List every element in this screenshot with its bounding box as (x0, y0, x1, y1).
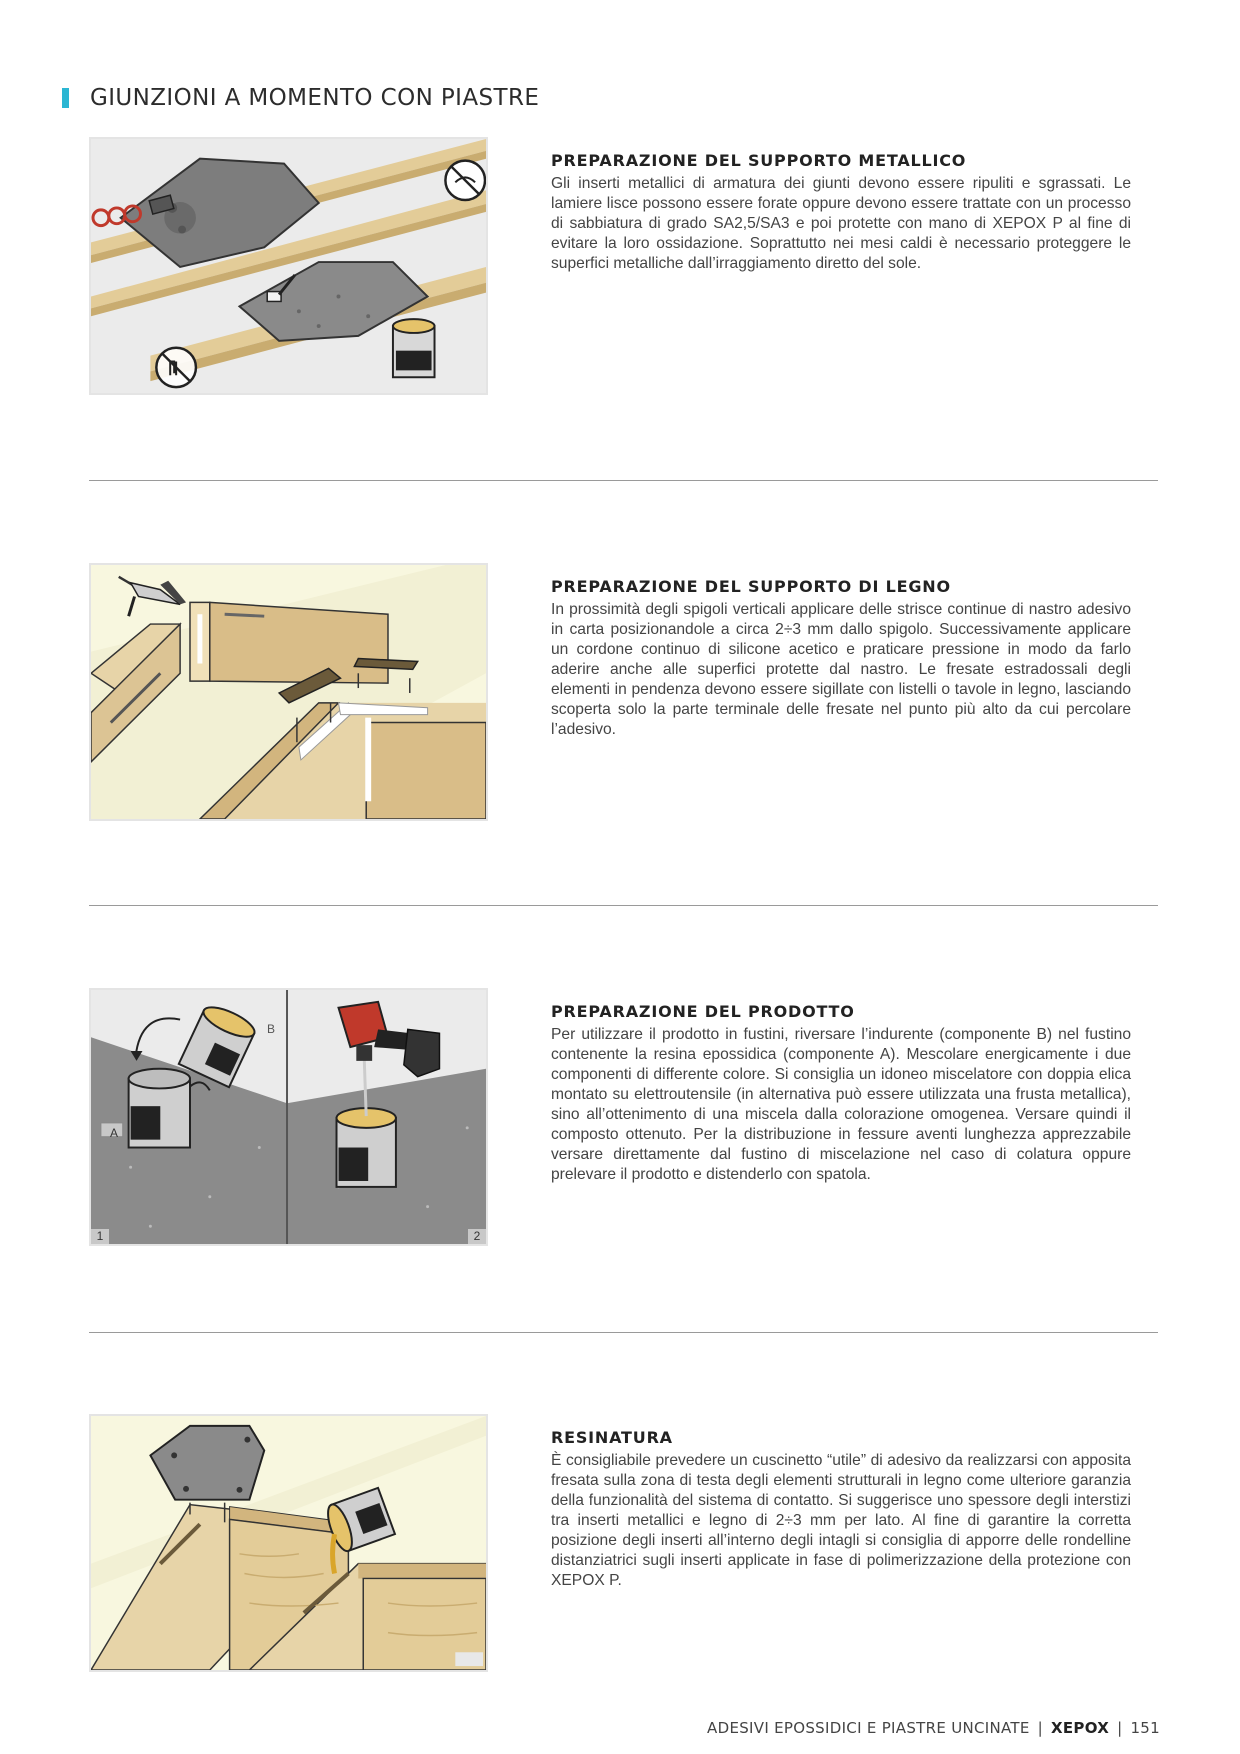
section-heading: RESINATURA (551, 1428, 673, 1447)
text-block-resin-application (551, 1428, 1131, 1591)
section-heading: PREPARAZIONE DEL PRODOTTO (551, 1002, 855, 1021)
label-step-2: 2 (468, 1229, 486, 1244)
label-component-a: A (109, 1126, 118, 1140)
page-title-text: GIUNZIONI A MOMENTO CON PIASTRE (90, 85, 540, 111)
illustration-product-mixing (89, 988, 488, 1246)
text-block-metal-support (551, 151, 1131, 274)
section-divider (89, 1332, 1158, 1333)
section-divider (89, 480, 1158, 481)
section-body: È consigliabile prevedere un cuscinetto “utile” di adesivo da realizzarsi con apposita fresata sulla zona di testa degli elementi strutturali in legno come ulteriore garanzia della funzionalità del sistema di contatto. Si suggerisce uno spessore degli interstizi tra inserti metallici e legno di 2÷3 mm per lato. Al fine di garantire la corretta posizione degli inserti all’interno degli intagli si consiglia di apporre delle rondelline distanziatrici sugli inserti applicate in fase di polimerizzazione della protezione con XEPOX P. (551, 1452, 1131, 1589)
section-body: Gli inserti metallici di armatura dei giunti devono essere ripuliti e sgrassati. Le lamiere lisce possono essere forate oppure devono essere trattate con un processo di sabbiatura di grado SA2,5/SA3 e poi protette con mano di XEPOX P al fine di evitare la loro ossidazione. Soprattutto nei mesi caldi è necessario proteggere le superfici metalliche dall’irraggiamento diretto del sole. (551, 175, 1131, 272)
section-wood-support (89, 563, 1147, 825)
footer-label: ADESIVI EPOSSIDICI E PIASTRE UNCINATE (707, 1719, 1030, 1737)
section-body: In prossimità degli spigoli verticali applicare delle strisce continue di nastro adesivo in carta posizionandole a circa 2÷3 mm dallo spigolo. Successivamente applicare un cordone continuo di silicone acetico e praticare pressione in modo da farlo aderire anche alle superfici protette dal nastro. Le fresate estradossali degli elementi in pendenza devono essere sigillate con listelli o tavole in legno, lasciando scoperta solo la parte terminale delle fresate nel punto più alto da cui percolare l’adesivo. (551, 601, 1131, 738)
footer-separator: | (1117, 1719, 1123, 1737)
section-heading: PREPARAZIONE DEL SUPPORTO DI LEGNO (551, 577, 951, 596)
title-accent-bar (62, 88, 69, 108)
footer-brand: XEPOX (1051, 1719, 1110, 1737)
section-heading: PREPARAZIONE DEL SUPPORTO METALLICO (551, 151, 967, 170)
section-product-preparation (89, 988, 1147, 1250)
section-divider (89, 905, 1158, 906)
section-metal-support (89, 137, 1147, 399)
page-title (62, 84, 539, 112)
text-block-wood-support (551, 577, 1131, 740)
label-step-1: 1 (91, 1229, 109, 1244)
section-body: Per utilizzare il prodotto in fustini, riversare l’indurente (componente B) nel fustino contenente la resina epossidica (componente A). Mescolare energicamente i due componenti di differente colore. Si consiglia un idoneo miscelatore con doppia elica montato su elettroutensile (in alternativa può essere utilizzata una frusta metallica), sino all’ottenimento di una miscela dalla colorazione omogenea. Versare quindi il composto ottenuto. Per la distribuzione in fessure aventi lunghezza apprezzabile versare direttamente dal fustino di miscelazione nel caso di colatura oppure prelevare il prodotto e distenderlo con spatola. (551, 1026, 1131, 1183)
label-component-b: B (267, 1022, 276, 1036)
page-footer (707, 1719, 1160, 1737)
page-number: 151 (1130, 1719, 1160, 1737)
footer-separator: | (1037, 1719, 1044, 1737)
section-resin-application (89, 1414, 1147, 1676)
text-block-product-preparation (551, 1002, 1131, 1185)
illustration-metal-plate (89, 137, 488, 395)
illustration-wood-support (89, 563, 488, 821)
illustration-resin-pouring (89, 1414, 488, 1672)
